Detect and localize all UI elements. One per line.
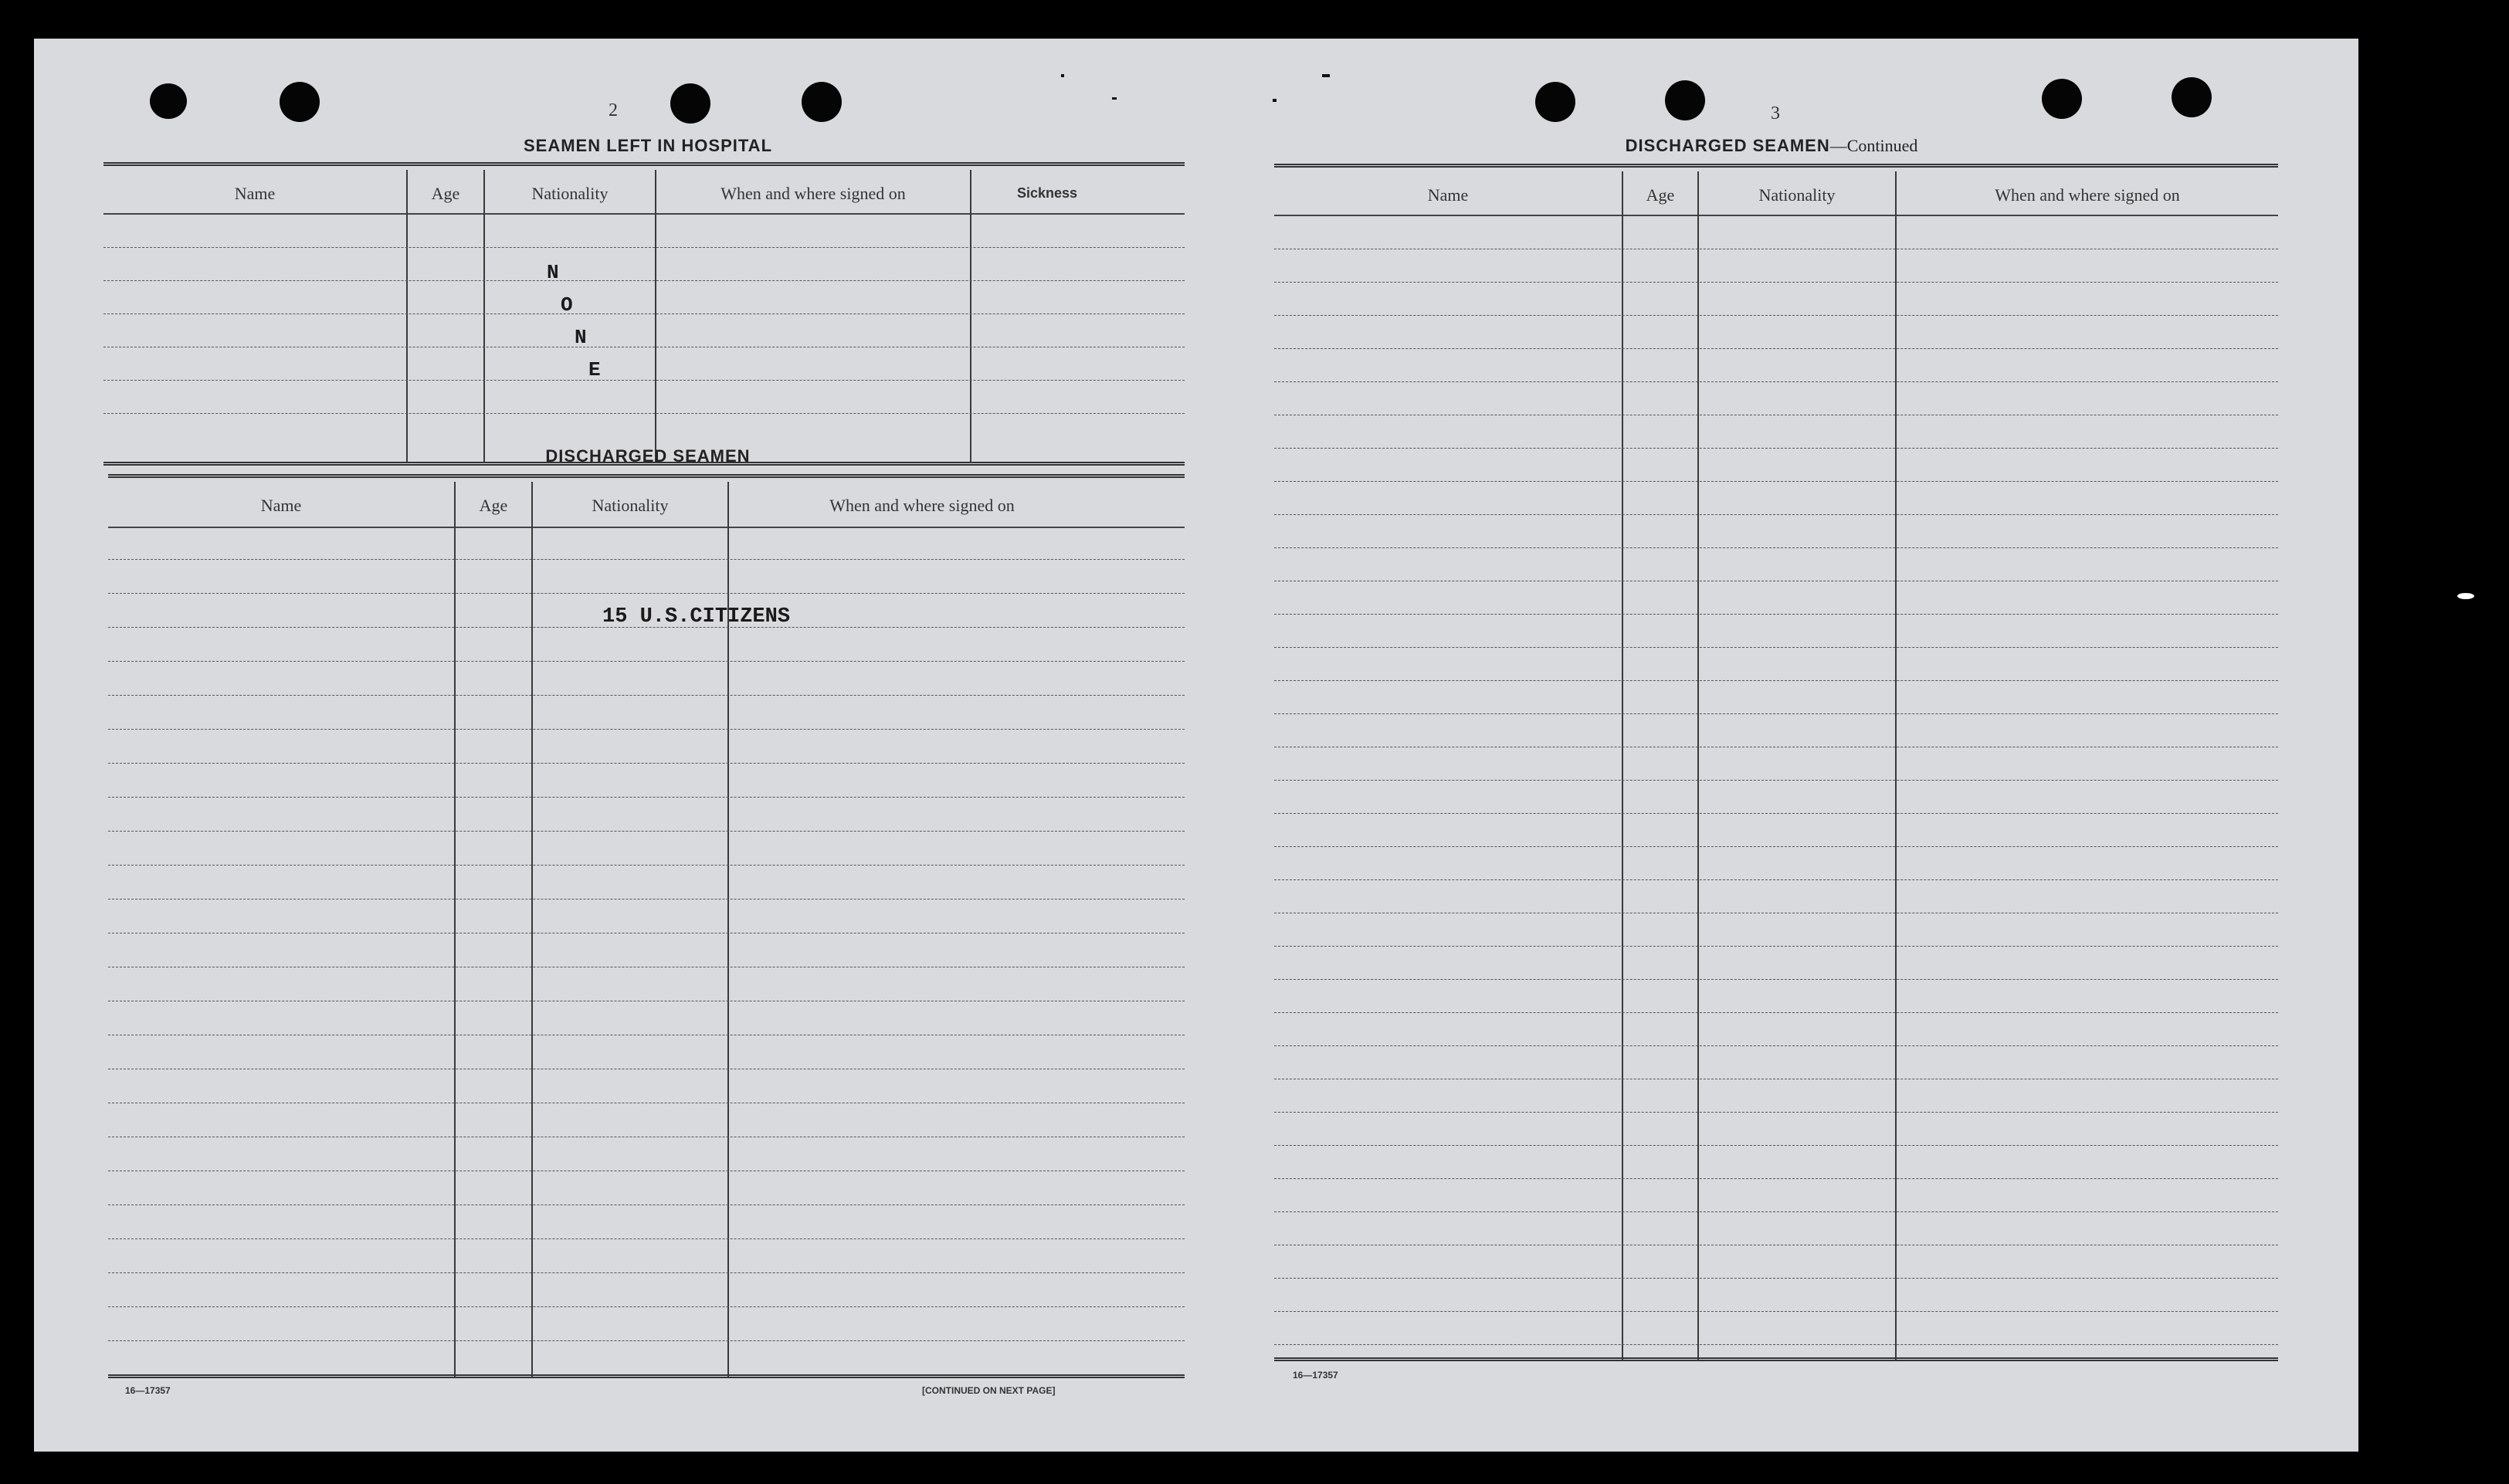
- table-row: [1274, 614, 2278, 615]
- page-number: 2: [609, 100, 618, 120]
- column-divider: [1895, 171, 1897, 1360]
- col-header-nationality: Nationality: [531, 184, 609, 203]
- ink-speck: [1061, 74, 1064, 77]
- discharged-table: [108, 482, 1185, 1377]
- table-row: [1274, 813, 2278, 814]
- table-row: [108, 593, 1185, 594]
- section-title-suffix: —Continued: [1829, 136, 1918, 155]
- col-header-age: Age: [479, 496, 508, 515]
- col-header-name: Name: [260, 496, 302, 515]
- section-rule: [108, 1374, 1185, 1378]
- column-divider: [655, 170, 656, 463]
- punch-hole: [150, 83, 187, 119]
- table-row: [108, 729, 1185, 730]
- table-row: [103, 313, 1185, 314]
- punch-hole: [2172, 77, 2212, 117]
- table-row: [1274, 1012, 2278, 1013]
- table-row: [1274, 1112, 2278, 1113]
- section-title-main: DISCHARGED SEAMEN: [1625, 136, 1830, 155]
- table-row: [1274, 381, 2278, 382]
- table-row: [1274, 647, 2278, 648]
- typed-letter: O: [561, 293, 573, 317]
- table-row: [1274, 547, 2278, 548]
- punch-hole: [2042, 79, 2082, 119]
- column-divider: [454, 482, 456, 1377]
- table-row: [1274, 1311, 2278, 1312]
- table-row: [1274, 713, 2278, 714]
- table-row: [1274, 282, 2278, 283]
- ink-speck: [1273, 99, 1277, 102]
- table-row: [108, 1306, 1185, 1307]
- table-row: [103, 247, 1185, 248]
- table-row: [108, 1340, 1185, 1341]
- table-row: [1274, 846, 2278, 847]
- ink-speck: [1322, 74, 1330, 77]
- col-header-signed-on: When and where signed on: [829, 496, 1015, 515]
- continued-note: [CONTINUED ON NEXT PAGE]: [922, 1385, 1056, 1396]
- table-row: [1274, 514, 2278, 515]
- table-row: [108, 1204, 1185, 1205]
- typed-entry: 15 U.S.CITIZENS: [602, 605, 791, 628]
- ink-speck: [1112, 97, 1117, 100]
- table-row: [103, 413, 1185, 414]
- table-header: [103, 170, 1185, 215]
- col-header-nationality: Nationality: [592, 496, 669, 515]
- table-row: [1274, 1278, 2278, 1279]
- punch-hole: [670, 83, 710, 124]
- typed-letter: N: [575, 326, 587, 349]
- column-divider: [406, 170, 408, 463]
- punch-hole: [280, 82, 320, 122]
- column-divider: [1697, 171, 1699, 1360]
- table-row: [1274, 1045, 2278, 1046]
- left-page: [34, 39, 1192, 1452]
- section-rule: [1274, 1357, 2278, 1361]
- col-header-signed-on: When and where signed on: [720, 184, 906, 203]
- hospital-section-title: SEAMEN LEFT IN HOSPITAL: [523, 136, 773, 155]
- form-sheet: [34, 39, 2358, 1452]
- table-row: [1274, 979, 2278, 980]
- form-number: 16—17357: [1293, 1370, 1338, 1381]
- col-header-name: Name: [234, 184, 276, 203]
- table-row: [1274, 315, 2278, 316]
- column-divider: [531, 482, 533, 1377]
- right-page: [1192, 39, 2358, 1452]
- table-row: [1274, 1344, 2278, 1345]
- table-row: [1274, 879, 2278, 880]
- table-header: [108, 482, 1185, 528]
- punch-hole: [1535, 82, 1575, 122]
- table-row: [108, 797, 1185, 798]
- table-row: [1274, 348, 2278, 349]
- table-row: [1274, 481, 2278, 482]
- table-row: [108, 899, 1185, 900]
- col-header-age: Age: [431, 184, 460, 203]
- table-row: [1274, 780, 2278, 781]
- col-header-age: Age: [1646, 185, 1675, 205]
- column-divider: [1622, 171, 1623, 1360]
- scan-mark: [2457, 593, 2474, 599]
- table-row: [108, 559, 1185, 560]
- table-row: [108, 865, 1185, 866]
- col-header-sickness: Sickness: [1016, 185, 1078, 201]
- punch-hole: [1665, 80, 1705, 120]
- discharged-continued-table: [1274, 171, 2278, 1360]
- table-row: [1274, 448, 2278, 449]
- hospital-table: [103, 170, 1185, 463]
- discharged-continued-title: [1347, 136, 2196, 156]
- table-row: [108, 1272, 1185, 1273]
- form-number: 16—17357: [125, 1385, 171, 1396]
- section-rule: [1274, 164, 2278, 168]
- col-header-signed-on: When and where signed on: [1995, 185, 2180, 205]
- typed-letter: N: [547, 261, 559, 284]
- table-row: [108, 763, 1185, 764]
- section-rule: [103, 162, 1185, 166]
- table-row: [108, 661, 1185, 662]
- table-row: [103, 380, 1185, 381]
- typed-letter: E: [588, 358, 601, 381]
- table-row: [1274, 1211, 2278, 1212]
- punch-hole: [802, 82, 842, 122]
- section-rule: [108, 474, 1185, 478]
- table-row: [103, 280, 1185, 281]
- table-row: [108, 695, 1185, 696]
- table-row: [108, 1238, 1185, 1239]
- page-number: 3: [1771, 103, 1780, 124]
- discharged-section-title: DISCHARGED SEAMEN: [545, 446, 751, 466]
- table-row: [1274, 946, 2278, 947]
- table-row: [1274, 680, 2278, 681]
- table-header: [1274, 171, 2278, 216]
- col-header-name: Name: [1427, 185, 1469, 205]
- table-row: [108, 831, 1185, 832]
- table-row: [1274, 1145, 2278, 1146]
- table-row: [1274, 1178, 2278, 1179]
- column-divider: [970, 170, 971, 463]
- column-divider: [483, 170, 485, 463]
- col-header-nationality: Nationality: [1758, 185, 1836, 205]
